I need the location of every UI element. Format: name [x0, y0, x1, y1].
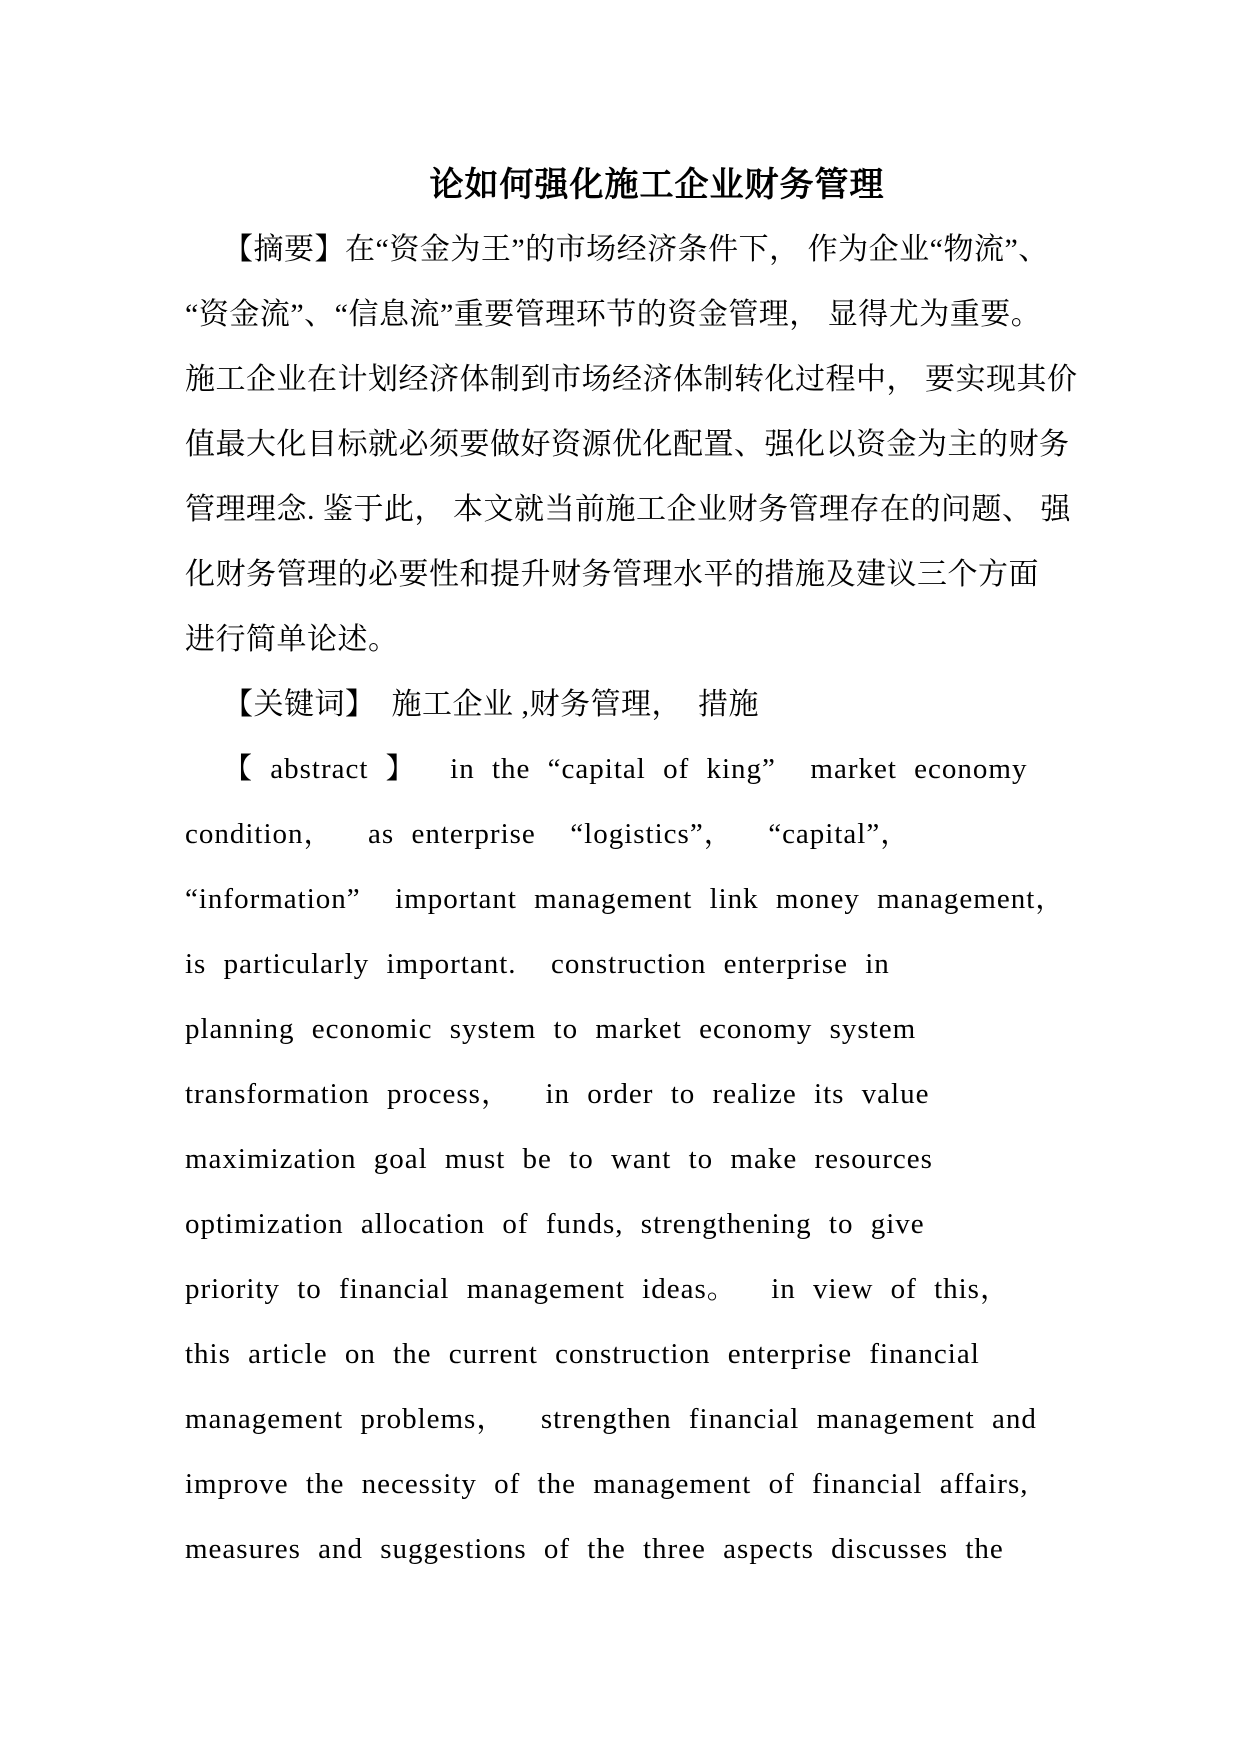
text-line: “information” important management link money management，: [185, 883, 1066, 915]
text-line: management problems， strengthen financial management and: [185, 1403, 1037, 1435]
text-line: 管理理念. 鉴于此， 本文就当前施工企业财务管理存在的问题、 强: [185, 493, 1071, 526]
text-line: planning economic system to market economy system: [185, 1013, 917, 1045]
text-line: priority to financial management ideas。 in view of this，: [185, 1273, 1010, 1305]
text-line: “资金流”、“信息流”重要管理环节的资金管理， 显得尤为重要。: [185, 298, 1042, 331]
text-line: 【 abstract 】 in the “capital of king” market economy: [223, 753, 1028, 785]
text-line: this article on the current construction enterprise financial: [185, 1338, 980, 1370]
text-line: transformation process， in order to realize its value: [185, 1078, 930, 1110]
text-line: 进行简单论述。: [185, 623, 399, 656]
text-line: is particularly important. construction enterprise in: [185, 948, 890, 980]
text-line: 【摘要】在“资金为王”的市场经济条件下， 作为企业“物流”、: [223, 233, 1049, 266]
text-line: 施工企业在计划经济体制到市场经济体制转化过程中， 要实现其价: [185, 363, 1078, 396]
document-title: 论如何强化施工企业财务管理: [429, 167, 885, 204]
text-line: measures and suggestions of the three aspects discusses the: [185, 1533, 1004, 1565]
text-line: 【关键词】 施工企业 ,财务管理， 措施: [223, 688, 759, 721]
text-line: 化财务管理的必要性和提升财务管理水平的措施及建议三个方面: [185, 558, 1039, 591]
document-body: [185, 217, 1190, 1582]
text-line: optimization allocation of funds, strengthening to give: [185, 1208, 925, 1240]
text-line: 值最大化目标就必须要做好资源优化配置、强化以资金为主的财务: [185, 428, 1070, 461]
text-line: condition， as enterprise “logistics”， “capital”，: [185, 818, 911, 850]
text-line: maximization goal must be to want to make resources: [185, 1143, 933, 1175]
text-line: improve the necessity of the management of financial affairs,: [185, 1468, 1029, 1500]
